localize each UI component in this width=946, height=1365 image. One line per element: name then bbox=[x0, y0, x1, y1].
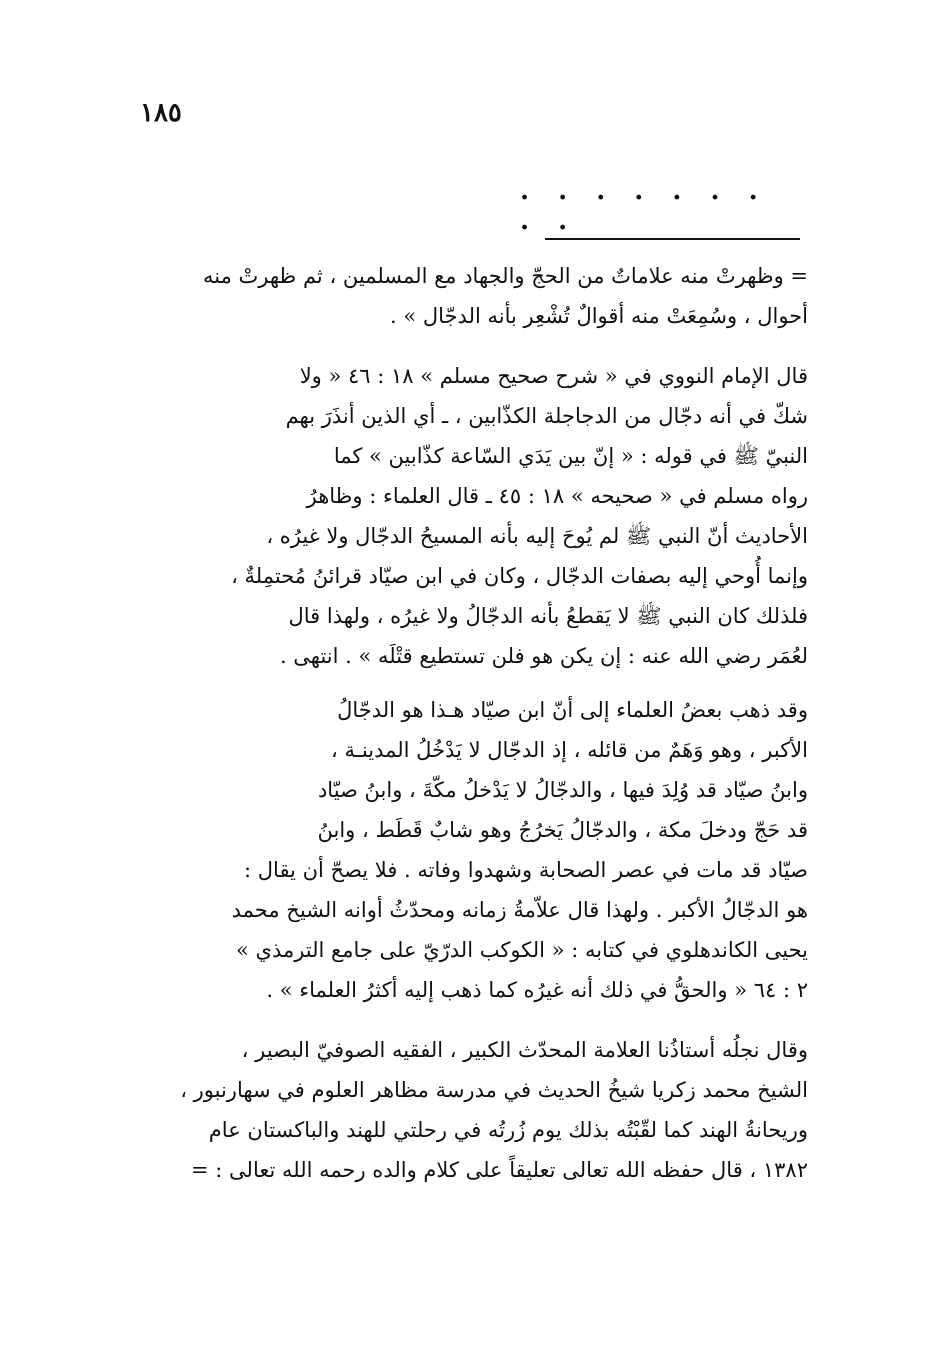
text-line: ٢ : ٦٤ « والحقُّ في ذلك أنه غيرُه كما ذهب إليه أكثرُ العلماء » . bbox=[266, 978, 808, 1002]
paragraph-continuation bbox=[128, 256, 808, 336]
text-line: يحيى الكاندهلوي في كتابه : « الكوكب الدرّيّ على جامع الترمذي » bbox=[235, 938, 808, 962]
footnote-separator bbox=[545, 238, 800, 240]
text-line: هو الدجّالُ الأكبر . ولهذا قال علاّمةُ زمانه ومحدّثُ أوانه الشيخ محمد bbox=[231, 898, 808, 922]
text-line: وقد ذهب بعضُ العلماء إلى أنّ ابن صيّاد هـذا هو الدجّالُ bbox=[337, 698, 808, 722]
text-line: وإنما أُوحي إليه بصفات الدجّال ، وكان في ابن صيّاد قرائنُ مُحتمِلةٌ ، bbox=[231, 564, 808, 588]
text-line: النبيّ ﷺ في قوله : « إنّ بين يَدَي السّاعة كذّابين » كما bbox=[333, 444, 808, 468]
paragraph-teacher-comment bbox=[128, 1030, 808, 1190]
paragraph-scholars-opinion bbox=[128, 690, 808, 1010]
text-line: ١٣٨٢ ، قال حفظه الله تعالى تعليقاً على كلام والده رحمه الله تعالى : = bbox=[191, 1158, 808, 1182]
text-line: وريحانةُ الهند كما لقّبْتُه بذلك يوم زُرتُه في رحلتي للهند والباكستان عام bbox=[208, 1118, 808, 1142]
text-line: وقال نجلُه أستاذُنا العلامة المحدّث الكبير ، الفقيه الصوفيّ البصير ، bbox=[241, 1038, 808, 1062]
text-line: = وظهرتْ منه علاماتٌ من الحجّ والجهاد مع المسلمين ، ثم ظهرتْ منه bbox=[203, 264, 808, 288]
text-line: لعُمَر رضي الله عنه : إن يكن هو فلن تستطيع قتْلَه » . انتهى . bbox=[279, 644, 808, 668]
text-line: صيّاد قد مات في عصر الصحابة وشهدوا وفاته . فلا يصحّ أن يقال : bbox=[244, 858, 808, 882]
text-line: أحوال ، وسُمِعَتْ منه أقوالٌ تُشْعِر بأنه الدجّال » . bbox=[390, 304, 808, 328]
text-line: شكّ في أنه دجّال من الدجاجلة الكذّابين ، ـ أي الذين أنذَرَ بهم bbox=[285, 404, 808, 428]
text-line: قال الإمام النووي في « شرح صحيح مسلم » ١٨ : ٤٦ « ولا bbox=[299, 364, 808, 388]
text-line: قد حَجّ ودخلَ مكة ، والدجّالُ يَخرُجُ وهو شابٌ قَطَط ، وابنُ bbox=[317, 818, 808, 842]
paragraph-nawawi-quote bbox=[128, 356, 808, 676]
text-line: وابنُ صيّاد قد وُلِدَ فيها ، والدجّالُ لا يَدْخلُ مكّةَ ، وابنُ صيّاد bbox=[317, 778, 808, 802]
text-line: الشيخ محمد زكريا شيخُ الحديث في مدرسة مظاهر العلوم في سهارنبور ، bbox=[180, 1078, 808, 1102]
text-line: الأحاديث أنّ النبي ﷺ لم يُوحَ إليه بأنه المسيحُ الدجّال ولا غيرُه ، bbox=[266, 524, 808, 548]
omission-dots: . . . . . . . . . bbox=[520, 176, 768, 236]
text-line: رواه مسلم في « صحيحه » ١٨ : ٤٥ ـ قال العلماء : وظاهرُ bbox=[306, 484, 808, 508]
text-line: فلذلك كان النبي ﷺ لا يَقطعُ بأنه الدجّالُ ولا غيرُه ، ولهذا قال bbox=[288, 604, 808, 628]
page-number: ١٨٥ bbox=[140, 98, 182, 128]
text-line: الأكبر ، وهو وَهَمٌ من قائله ، إذ الدجّال لا يَدْخُلُ المدينـة ، bbox=[331, 738, 808, 762]
